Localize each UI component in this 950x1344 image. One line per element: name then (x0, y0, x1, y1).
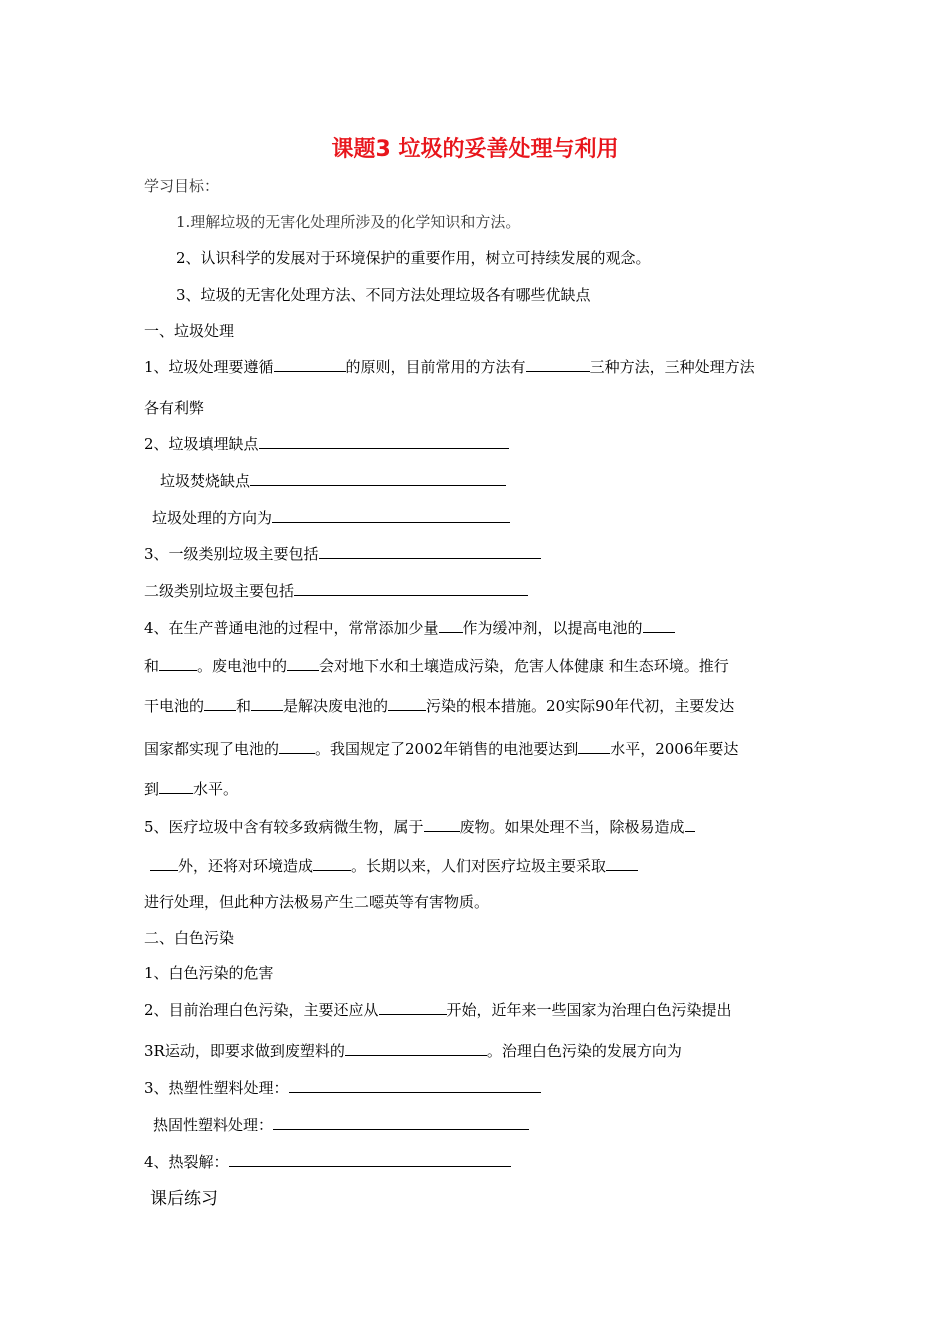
q4-text-f: 干电池的 (144, 697, 205, 715)
q2-text-2: 垃圾焚烧缺点 (160, 472, 251, 490)
answer-blank[interactable] (289, 1078, 541, 1093)
q5-text-d: 。长期以来，人们对医疗垃圾主要采取 (351, 857, 607, 875)
white-q3-text-2: 热固性塑料处理： (153, 1116, 274, 1134)
q1-line (144, 357, 755, 377)
q4-text-n: 水平。 (193, 780, 239, 798)
answer-blank[interactable] (150, 856, 178, 871)
q4-line-4 (144, 739, 738, 759)
q4-text-i: 污染的根本措施。20实际90年代初，主要发达 (426, 697, 735, 715)
answer-blank[interactable] (274, 357, 346, 372)
answer-blank[interactable] (345, 1041, 487, 1056)
answer-blank[interactable] (159, 656, 197, 671)
answer-blank[interactable] (319, 544, 541, 559)
page-title: 课题3 垃圾的妥善处理与利用 (331, 137, 619, 162)
answer-blank[interactable] (606, 856, 638, 871)
q4-text-g: 和 (236, 697, 252, 715)
q2-text: 2、垃圾填埋缺点 (144, 435, 259, 453)
answer-blank[interactable] (643, 618, 675, 633)
q4-line (144, 618, 675, 638)
q4-text-h: 是解决废电池的 (283, 697, 389, 715)
answer-blank[interactable] (379, 1000, 447, 1015)
white-q2-text-a: 2、目前治理白色污染，主要还应从 (144, 1001, 379, 1019)
q5-line-3: 进行处理，但此种方法极易产生二噁英等有害物质。 (144, 893, 490, 911)
white-q4 (144, 1152, 511, 1172)
q4-text-k: 。我国规定了2002年销售的电池要达到 (315, 740, 579, 758)
q4-text-b: 作为缓冲剂，以提高电池的 (462, 619, 643, 637)
q5-line-2 (150, 856, 638, 876)
q2-text-3: 垃圾处理的方向为 (152, 509, 273, 527)
white-q2-text-b: 开始，近年来一些国家为治理白色污染提出 (446, 1001, 732, 1019)
q4-text-c: 和 (144, 657, 160, 675)
answer-blank[interactable] (250, 471, 506, 486)
answer-blank[interactable] (439, 618, 463, 633)
objectives-heading: 学习目标： (144, 177, 220, 195)
white-q3 (144, 1078, 541, 1098)
answer-blank[interactable] (313, 856, 351, 871)
answer-blank[interactable] (287, 656, 319, 671)
q1-text-b: 的原则，目前常用的方法有 (345, 358, 526, 376)
objective-1: 1.理解垃圾的无害化处理所涉及的化学知识和方法。 (176, 213, 521, 231)
q3-line (144, 544, 541, 564)
q4-line-3 (144, 696, 734, 716)
q4-text-d: 。废电池中的 (197, 657, 288, 675)
q2-line-3 (152, 508, 510, 528)
answer-blank[interactable] (294, 581, 528, 596)
q2-line (144, 434, 509, 454)
q3-text: 3、一级类别垃圾主要包括 (144, 545, 319, 563)
white-q2-text-d: 。治理白色污染的发展方向为 (486, 1042, 682, 1060)
q1-text-c: 三种方法，三种处理方法 (589, 358, 755, 376)
q5-text-c: 外，还将对环境造成 (178, 857, 314, 875)
answer-blank[interactable] (229, 1152, 511, 1167)
white-q3-text: 3、热塑性塑料处理： (144, 1079, 289, 1097)
answer-blank[interactable] (259, 434, 509, 449)
objective-2: 2、认识科学的发展对于环境保护的重要作用，树立可持续发展的观念。 (176, 249, 651, 267)
answer-blank[interactable] (204, 696, 236, 711)
q1-line-2: 各有利弊 (144, 399, 205, 417)
answer-blank[interactable] (526, 357, 590, 372)
answer-blank[interactable] (279, 739, 315, 754)
white-q2-text-c: 3R运动，即要求做到废塑料的 (144, 1042, 345, 1060)
q2-line-2 (160, 471, 506, 491)
after-class-heading: 课后练习 (150, 1189, 218, 1209)
q3-text-2: 二级类别垃圾主要包括 (144, 582, 295, 600)
white-q4-text: 4、热裂解： (144, 1153, 229, 1171)
white-q2 (144, 1000, 732, 1020)
answer-blank[interactable] (424, 817, 460, 832)
q4-line-5 (144, 779, 238, 799)
answer-blank[interactable] (272, 508, 510, 523)
objective-3: 3、垃圾的无害化处理方法、不同方法处理垃圾各有哪些优缺点 (176, 286, 591, 304)
q5-text-a: 5、医疗垃圾中含有较多致病微生物，属于 (144, 818, 424, 836)
q4-text-l: 水平，2006年要达 (610, 740, 739, 758)
q3-line-2 (144, 581, 528, 601)
q5-line (144, 817, 695, 837)
white-q2-line-2 (144, 1041, 682, 1061)
section-2-heading: 二、白色污染 (144, 929, 235, 947)
q1-text-a: 1、垃圾处理要遵循 (144, 358, 274, 376)
answer-blank[interactable] (159, 779, 193, 794)
white-q3-line-2 (153, 1115, 529, 1135)
q4-text-m: 到 (144, 780, 160, 798)
q4-text-a: 4、在生产普通电池的过程中，常常添加少量 (144, 619, 439, 637)
q4-text-j: 国家都实现了电池的 (144, 740, 280, 758)
answer-blank[interactable] (685, 817, 695, 832)
answer-blank[interactable] (578, 739, 610, 754)
q4-text-e: 会对地下水和土壤造成污染，危害人体健康 和生态环境。推行 (319, 657, 729, 675)
answer-blank[interactable] (388, 696, 426, 711)
white-q1: 1、白色污染的危害 (144, 964, 274, 982)
q5-text-b: 废物。如果处理不当，除极易造成 (459, 818, 685, 836)
answer-blank[interactable] (273, 1115, 529, 1130)
section-1-heading: 一、垃圾处理 (144, 322, 235, 340)
q4-line-2 (144, 656, 729, 676)
answer-blank[interactable] (251, 696, 283, 711)
